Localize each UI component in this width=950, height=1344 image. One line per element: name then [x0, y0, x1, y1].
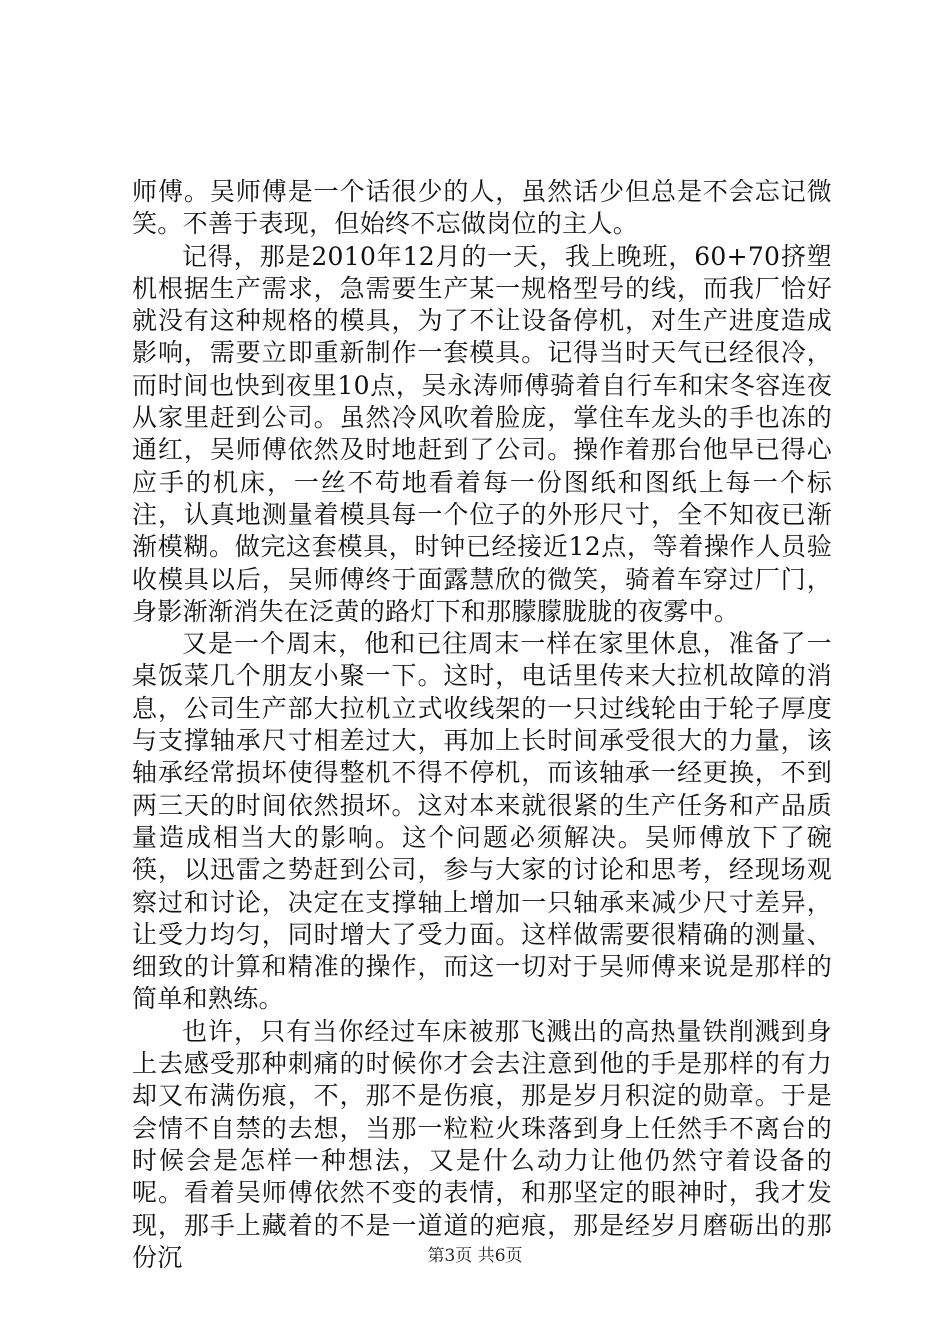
paragraph-3: 又是一个周末，他和已往周末一样在家里休息，准备了一桌饭菜几个朋友小聚一下。这时，电话里传来大拉机故障的消息，公司生产部大拉机立式收线架的一只过线轮由于轮子厚度与支撑轴承尺寸相差过大，再加上长时间承受很大的力量，该轴承经常损坏使得整机不得不停机，而该轴承一经更换，不到两三天的时间依然损坏。这对本来就很紧的生产任务和产品质量造成相当大的影响。这个问题必须解决。吴师傅放下了碗筷，以迅雷之势赶到公司，参与大家的讨论和思考，经现场观察过和讨论，决定在支撑轴上增加一只轴承来减少尺寸差异，让受力均匀，同时增大了受力面。这样做需要很精确的测量、细致的计算和精准的操作，而这一切对于吴师傅来说是那样的简单和熟练。: [132, 629, 832, 1014]
paragraph-2: 记得，那是2010年12月的一天，我上晚班，60+70挤塑机根据生产需求，急需要生产某一规格型号的线，而我厂恰好就没有这种规格的模具，为了不让设备停机，对生产进度造成影响，需要立即重新制作一套模具。记得当时天气已经很冷，而时间也快到夜里10点，吴永涛师傅骑着自行车和宋冬容连夜从家里赶到公司。虽然冷风吹着脸庞，掌住车龙头的手也冻的通红，吴师傅依然及时地赶到了公司。操作着那台他早已得心应手的机床，一丝不苟地看着每一份图纸和图纸上每一个标注，认真地测量着模具每一个位子的外形尺寸，全不知夜已渐渐模糊。做完这套模具，时钟已经接近12点，等着操作人员验收模具以后，吴师傅终于面露慧欣的微笑，骑着车穿过厂门，身影渐渐消失在泛黄的路灯下和那朦朦胧胧的夜雾中。: [132, 241, 832, 626]
paragraph-4: 也许，只有当你经过车床被那飞溅出的高热量铁削溅到身上去感受那种刺痛的时候你才会去注意到他的手是那样的有力却又布满伤痕，不，那不是伤痕，那是岁月积淀的勋章。于是会情不自禁的去想，当那一粒粒火珠落到身上任然手不离台的时候会是怎样一种想法，又是什么动力让他仍然守着设备的呢。看着吴师傅依然不变的表情，和那坚定的眼神时，我才发现，那手上藏着的不是一道道的疤痕，那是经岁月磨砺出的那份沉: [132, 1016, 832, 1272]
page-number-footer: 第3页 共6页: [427, 1246, 523, 1266]
document-body: [132, 176, 832, 1274]
paragraph-1: 师傅。吴师傅是一个话很少的人，虽然话少但总是不会忘记微笑。不善于表现，但始终不忘做岗位的主人。: [132, 177, 832, 239]
